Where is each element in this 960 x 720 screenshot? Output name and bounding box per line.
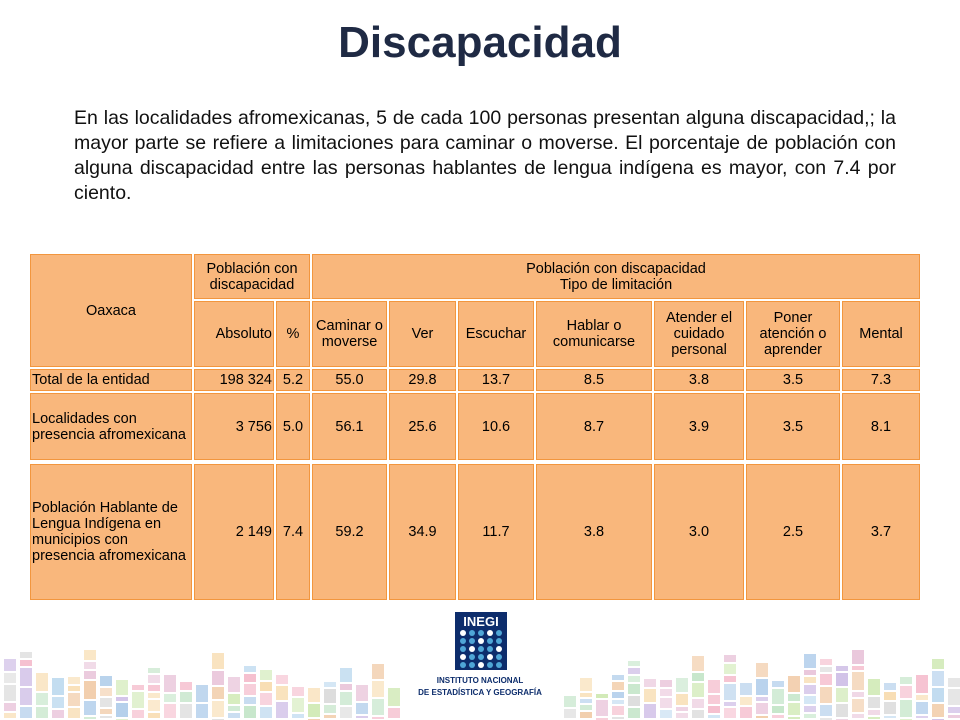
table-cell: 59.2: [311, 463, 388, 601]
banner-bar: [772, 715, 784, 718]
table-cell: 8.7: [535, 392, 653, 461]
banner-bar: [788, 694, 800, 701]
banner-bar: [708, 680, 720, 693]
banner-bar: [644, 704, 656, 718]
banner-bar: [932, 704, 944, 717]
banner-bar: [644, 689, 656, 702]
banner-bar: [692, 683, 704, 697]
banner-bar: [676, 713, 688, 718]
banner-bar: [68, 708, 80, 718]
banner-bar: [612, 675, 624, 680]
banner-bar: [228, 677, 240, 692]
banner-bar: [4, 659, 16, 671]
logo-dot: [496, 662, 502, 668]
table-row: [29, 368, 921, 392]
banner-bar: [724, 708, 736, 718]
banner-bar: [612, 717, 624, 719]
banner-bar: [820, 659, 832, 665]
banner-bar: [308, 688, 320, 702]
banner-bar: [804, 670, 816, 675]
banner-bar: [324, 715, 336, 718]
banner-bar: [164, 694, 176, 702]
logo-dot: [487, 630, 493, 636]
banner-bar: [900, 686, 912, 698]
banner-bar: [148, 668, 160, 673]
banner-bar: [260, 682, 272, 691]
column-header: %: [275, 300, 311, 368]
banner-bar: [36, 693, 48, 705]
table-cell: 25.6: [388, 392, 457, 461]
banner-bar: [820, 687, 832, 703]
table-cell: 55.0: [311, 368, 388, 392]
banner-bar: [708, 706, 720, 713]
banner-bar: [356, 716, 368, 718]
banner-bar: [724, 702, 736, 706]
banner-bar: [660, 689, 672, 696]
table-cell: 3 756: [193, 392, 275, 461]
banner-bar: [20, 660, 32, 666]
banner-bar: [68, 686, 80, 691]
banner-bar: [260, 670, 272, 680]
logo-dot: [469, 630, 475, 636]
header-group-limitation: [311, 253, 921, 300]
banner-bar: [20, 707, 32, 718]
logo-dot: [487, 654, 493, 660]
banner-bar: [340, 684, 352, 690]
banner-bar: [740, 683, 752, 695]
banner-bar: [820, 667, 832, 672]
banner-bar: [580, 678, 592, 691]
banner-bar: [52, 678, 64, 695]
table-cell: 7.3: [841, 368, 921, 392]
logo-abbr: INEGI: [463, 614, 499, 629]
banner-bar: [852, 650, 864, 664]
banner-bar: [772, 681, 784, 687]
banner-bar: [212, 701, 224, 717]
banner-bar: [852, 714, 864, 718]
banner-bar: [148, 693, 160, 698]
banner-bar: [68, 677, 80, 684]
banner-bar: [692, 699, 704, 708]
banner-bar: [324, 689, 336, 703]
banner-bar: [676, 694, 688, 705]
banner-bar: [900, 700, 912, 717]
banner-bar: [916, 716, 928, 718]
banner-bar: [4, 685, 16, 701]
banner-bar: [292, 687, 304, 696]
banner-bar: [580, 712, 592, 718]
banner-bar: [260, 707, 272, 718]
banner-bar: [36, 707, 48, 718]
banner-bar: [772, 706, 784, 713]
banner-bar: [852, 666, 864, 670]
page-title: Discapacidad: [338, 18, 622, 67]
banner-bar: [884, 702, 896, 714]
banner-bar: [884, 692, 896, 700]
logo-dot: [469, 654, 475, 660]
indigenous-speakers-table: [28, 462, 922, 602]
logo-dot: [478, 638, 484, 644]
banner-bar: [740, 697, 752, 705]
header-group-limitation-line2: Tipo de limitación: [559, 276, 673, 293]
banner-bar: [164, 675, 176, 692]
banner-bar: [244, 684, 256, 695]
banner-bar: [804, 685, 816, 694]
banner-bar: [276, 675, 288, 684]
logo-dot: [460, 638, 466, 644]
logo-line2: DE ESTADÍSTICA Y GEOGRAFÍA: [418, 688, 542, 697]
banner-bar: [948, 707, 960, 713]
logo-dot: [460, 662, 466, 668]
banner-bar: [100, 698, 112, 707]
banner-bar: [756, 679, 768, 695]
banner-bar: [212, 653, 224, 669]
banner-bar: [916, 702, 928, 714]
banner-bar: [628, 676, 640, 682]
banner-bar: [180, 692, 192, 702]
banner-bar: [100, 716, 112, 718]
banner-bar: [724, 655, 736, 662]
logo-dot: [460, 654, 466, 660]
banner-bar: [580, 705, 592, 710]
banner-bar: [644, 679, 656, 687]
logo-dot: [460, 646, 466, 652]
banner-bar: [388, 688, 400, 706]
banner-bar: [116, 697, 128, 701]
banner-bar: [20, 652, 32, 658]
table-cell: 11.7: [457, 463, 535, 601]
row-label: Total de la entidad: [29, 368, 193, 392]
banner-bar: [244, 666, 256, 672]
banner-bar: [724, 664, 736, 674]
banner-bar: [84, 701, 96, 715]
table-corner-cell: Oaxaca: [29, 253, 193, 368]
banner-bar: [596, 694, 608, 698]
banner-bar: [820, 674, 832, 685]
banner-bar: [948, 689, 960, 705]
table-cell: 56.1: [311, 392, 388, 461]
banner-bar: [372, 681, 384, 697]
banner-bar: [340, 707, 352, 718]
column-header: Ver: [388, 300, 457, 368]
banner-bar: [708, 695, 720, 704]
banner-bar: [660, 680, 672, 687]
banner-bar: [372, 664, 384, 679]
column-header: Caminar o moverse: [311, 300, 388, 368]
banner-bar: [228, 706, 240, 711]
banner-bar: [884, 683, 896, 690]
banner-bar: [276, 702, 288, 718]
table-cell: 2.5: [745, 463, 841, 601]
banner-bar: [596, 700, 608, 716]
logo-dot: [478, 654, 484, 660]
column-header: Absoluto: [193, 300, 275, 368]
banner-bar: [708, 715, 720, 718]
banner-bar: [132, 692, 144, 708]
banner-bar: [356, 703, 368, 714]
table-cell: 34.9: [388, 463, 457, 601]
logo-dot: [487, 638, 493, 644]
intro-paragraph: En las localidades afromexicanas, 5 de cada 100 personas presentan alguna discapacidad,; la mayor parte se refiere a limitaciones para caminar o moverse. El porcentaje de población con alguna discapacidad entre las personas hablantes de lengua indígena es mayor, con 7.4 por ciento.: [74, 107, 896, 204]
column-header: Mental: [841, 300, 921, 368]
banner-bar: [228, 713, 240, 718]
banner-bar: [212, 687, 224, 699]
table-cell: 29.8: [388, 368, 457, 392]
banner-bar: [852, 672, 864, 690]
banner-bar: [84, 681, 96, 699]
logo-dot: [496, 630, 502, 636]
banner-bar: [612, 706, 624, 715]
banner-bar: [740, 707, 752, 718]
banner-bar: [212, 671, 224, 685]
banner-bar: [276, 686, 288, 700]
banner-bar: [772, 689, 784, 704]
banner-bar: [84, 717, 96, 719]
banner-bar: [660, 710, 672, 718]
banner-bar: [180, 682, 192, 690]
table-cell: 3.8: [535, 463, 653, 601]
banner-bar: [372, 717, 384, 719]
banner-bar: [612, 692, 624, 698]
banner-bar: [244, 706, 256, 718]
banner-bar: [804, 677, 816, 683]
disability-table: [28, 252, 922, 462]
banner-bar: [196, 685, 208, 702]
banner-bar: [884, 716, 896, 718]
banner-bar: [52, 697, 64, 708]
banner-bar: [324, 705, 336, 713]
banner-bar: [804, 714, 816, 718]
banner-bar: [4, 713, 16, 718]
inegi-logo: [407, 612, 553, 708]
logo-dot: [460, 630, 466, 636]
banner-bar: [100, 688, 112, 696]
table-cell: 3.8: [653, 368, 745, 392]
banner-bar: [116, 703, 128, 717]
table-cell: 3.5: [745, 392, 841, 461]
banner-bar: [756, 663, 768, 677]
banner-bar: [308, 704, 320, 717]
banner-bar: [612, 700, 624, 704]
table-cell: 2 149: [193, 463, 275, 601]
table-cell: 5.0: [275, 392, 311, 461]
banner-bar: [852, 692, 864, 697]
banner-bar: [148, 675, 160, 683]
banner-bar: [4, 703, 16, 711]
header-group-limitation-line1: Población con discapacidad: [526, 260, 706, 277]
banner-bar: [324, 682, 336, 687]
banner-bar: [788, 703, 800, 715]
banner-bar: [628, 708, 640, 718]
banner-bar: [84, 671, 96, 679]
banner-bar: [836, 688, 848, 702]
banner-bar: [372, 699, 384, 715]
banner-bar: [100, 676, 112, 686]
table-cell: 3.7: [841, 463, 921, 601]
banner-bar: [788, 676, 800, 692]
logo-dot: [496, 646, 502, 652]
banner-bar: [180, 704, 192, 718]
banner-bar: [724, 676, 736, 682]
banner-bar: [148, 713, 160, 718]
table-cell: 3.0: [653, 463, 745, 601]
banner-bar: [164, 704, 176, 718]
banner-bar: [756, 703, 768, 714]
banner-bar: [932, 659, 944, 669]
banner-bar: [84, 662, 96, 669]
banner-bar: [132, 710, 144, 718]
column-header: Hablar o comunicarse: [535, 300, 653, 368]
banner-bar: [148, 685, 160, 691]
banner-bar: [868, 710, 880, 715]
banner-bar: [836, 666, 848, 671]
logo-dot: [496, 654, 502, 660]
banner-bar: [20, 668, 32, 686]
table-cell: 198 324: [193, 368, 275, 392]
banner-bar: [836, 673, 848, 686]
column-header: Atender el cuidado personal: [653, 300, 745, 368]
banner-bar: [100, 709, 112, 714]
banner-bar: [628, 684, 640, 694]
table-row: [29, 392, 921, 461]
logo-dot: [487, 662, 493, 668]
table-cell: 3.9: [653, 392, 745, 461]
banner-bar: [340, 668, 352, 682]
banner-bar: [724, 684, 736, 700]
banner-bar: [628, 668, 640, 674]
table-cell: 5.2: [275, 368, 311, 392]
column-header: Escuchar: [457, 300, 535, 368]
banner-bar: [628, 661, 640, 666]
column-header: Poner atención o aprender: [745, 300, 841, 368]
banner-bar: [84, 650, 96, 660]
banner-bar: [132, 685, 144, 690]
banner-bar: [756, 716, 768, 718]
logo-dot: [496, 638, 502, 644]
table-cell: 7.4: [275, 463, 311, 601]
banner-bar: [292, 698, 304, 712]
banner-bar: [900, 677, 912, 684]
banner-bar: [68, 693, 80, 706]
banner-bar: [36, 673, 48, 691]
banner-bar: [692, 710, 704, 718]
banner-bar: [836, 704, 848, 717]
logo-dot: [478, 662, 484, 668]
header-group-population: Población con discapacidad: [193, 253, 311, 300]
table-cell: 10.6: [457, 392, 535, 461]
banner-bar: [228, 694, 240, 704]
banner-bar: [580, 699, 592, 703]
banner-bar: [244, 697, 256, 704]
table-cell: 8.5: [535, 368, 653, 392]
banner-bar: [804, 706, 816, 712]
banner-bar: [820, 705, 832, 716]
banner-bar: [4, 673, 16, 683]
banner-bar: [388, 708, 400, 718]
banner-bar: [916, 675, 928, 693]
banner-bar: [676, 678, 688, 692]
banner-bar: [628, 696, 640, 706]
row-label: Localidades con presencia afromexicana: [29, 392, 193, 461]
banner-bar: [868, 679, 880, 695]
banner-bar: [692, 656, 704, 671]
banner-bar: [676, 707, 688, 711]
logo-line1: INSTITUTO NACIONAL: [436, 676, 524, 685]
logo-dot: [478, 630, 484, 636]
banner-bar: [612, 682, 624, 690]
logo-dot: [478, 646, 484, 652]
banner-bar: [804, 696, 816, 704]
banner-bar: [340, 692, 352, 705]
banner-bar: [660, 698, 672, 708]
logo-dot: [487, 646, 493, 652]
banner-bar: [564, 709, 576, 718]
banner-bar: [244, 674, 256, 682]
banner-bar: [756, 697, 768, 701]
banner-bar: [564, 696, 576, 707]
banner-bar: [948, 678, 960, 687]
banner-bar: [788, 717, 800, 719]
banner-bar: [116, 680, 128, 695]
banner-bar: [356, 685, 368, 701]
banner-bar: [916, 695, 928, 700]
banner-bar: [580, 693, 592, 697]
banner-bar: [804, 654, 816, 668]
banner-bar: [932, 671, 944, 686]
table-cell: 8.1: [841, 392, 921, 461]
banner-bar: [20, 688, 32, 705]
banner-bar: [292, 714, 304, 718]
banner-bar: [852, 699, 864, 712]
banner-bar: [196, 704, 208, 718]
banner-bar: [148, 700, 160, 711]
logo-dot: [469, 662, 475, 668]
row-label: Población Hablante de Lengua Indígena en municipios con presencia afromexicana: [29, 463, 193, 601]
logo-dot: [469, 646, 475, 652]
banner-bar: [52, 710, 64, 718]
banner-bar: [868, 697, 880, 708]
banner-bar: [692, 673, 704, 681]
banner-bar: [932, 688, 944, 702]
banner-bar: [868, 717, 880, 719]
table-row: [29, 463, 921, 601]
table-cell: 3.5: [745, 368, 841, 392]
banner-bar: [260, 693, 272, 705]
table-cell: 13.7: [457, 368, 535, 392]
banner-bar: [948, 715, 960, 718]
logo-dot: [469, 638, 475, 644]
